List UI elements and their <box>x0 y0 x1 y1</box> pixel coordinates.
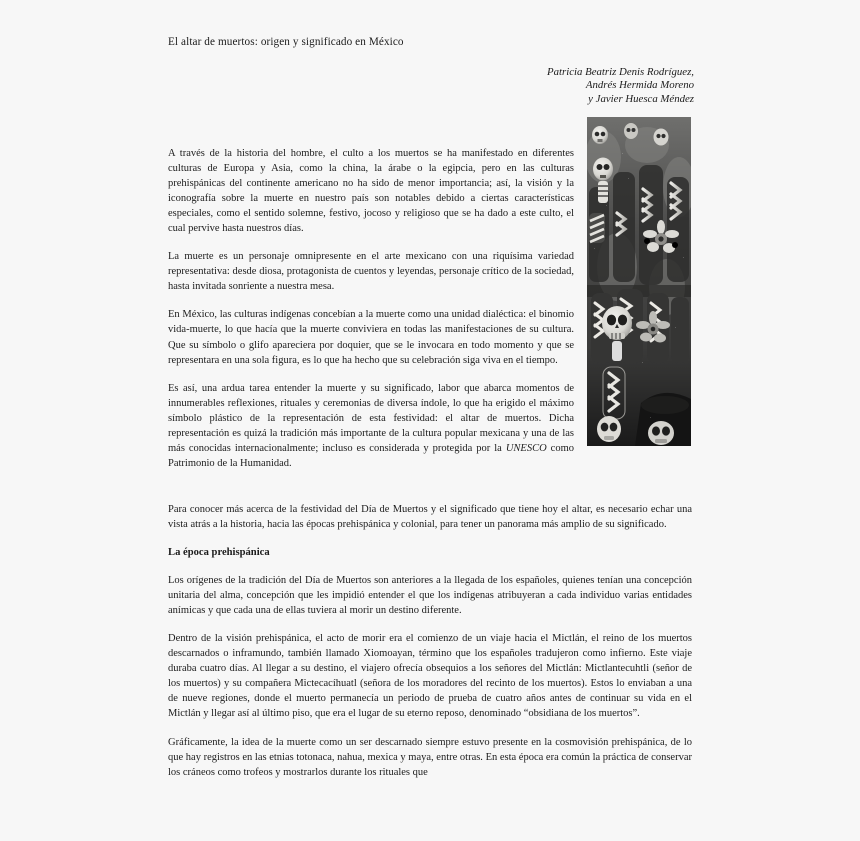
author-block <box>300 66 694 106</box>
author-line-3: y Javier Huesca Méndez <box>588 92 694 105</box>
body-column-lower <box>168 502 692 780</box>
paragraph-unesco <box>168 381 574 471</box>
author-line-1: Patricia Beatriz Denis Rodríguez, <box>547 66 694 78</box>
paragraph-intro: Para conocer más acerca de la festividad del Día de Muertos y el significado que tiene hoy el altar, es necesario echar una vista atrás a la historia, hacia las épocas prehispánica y colonial, para tener un panorama más amplio de su significado. <box>168 504 692 531</box>
paragraph-text-before: Es así, una ardua tarea entender la muerte y su significado, labor que abarca momentos de innumerables reflexiones, rituales y ceremonias de diversa índole, lo que ha erigido el máximo símbolo plástico de la representación de esta festividad: el altar de muertos. Dicha representación es quizá la tradición más importante de la cultura popular mexicana y una de las más conocidas internacionalmente; incluso es considerada y protegida por la <box>168 382 574 454</box>
paragraph: La muerte es un personaje omnipresente en el arte mexicano con una riquísima variedad representativa: desde diosa, protagonista de cuentos y leyendas, personaje crítico de la sociedad, hasta invitada sonriente a nuestra mesa. <box>168 251 574 293</box>
paragraph: Los orígenes de la tradición del Día de Muertos son anteriores a la llegada de los españoles, quienes tenían una concepción unitaria del alma, concepción que les impidió entender el que los indígenas atribuyeran a cada individuo varias entidades anímicas y que cada una de ellas tuviera al morir un destino diferente. <box>168 575 692 617</box>
author-line-2: Andrés Hermida Moreno <box>585 79 694 92</box>
paragraph: Gráficamente, la idea de la muerte como un ser descarnado siempre estuvo presente en la cosmovisión prehispánica, de lo que hay registros en las etnias totonaca, nahua, mexica y maya, entre otras. En esta época era común la práctica de conservar los cráneos como trofeos y mostrarlos durante los rituales que <box>168 736 692 778</box>
body-column-upper <box>168 146 574 471</box>
section-heading-la-epoca-prehispanica: La época prehispánica <box>168 547 270 559</box>
unesco-emphasis: UNESCO <box>505 442 547 454</box>
paragraph-text-after: como Patrimonio de la Humanidad. <box>168 442 575 469</box>
paragraph: En México, las culturas indígenas concebían a la muerte como una unidad dialéctica: el binomio vida-muerte, lo que hacía que la muerte conviviera en todas las manifestaciones de su cultura. Que su símbolo o glifo apareciera por doquier, que se le invocara en todo momento y que se representara en una sola figura, es lo que ha hecho que su celebración siga viva en el tiempo. <box>168 309 574 366</box>
skeleton-figurines-photo-icon <box>587 117 691 446</box>
paragraph: A través de la historia del hombre, el culto a los muertos se ha manifestado en diferentes culturas de Europa y Asia, como la china, la árabe o la egipcia, pero en las culturas prehispánicas del continente americano no ha sido de menor importancia; así, la visión y la iconografía sobre la muerte en nuestro país son notables debido a ciertas características especiales, como el sentido solemne, festivo, jocoso y religioso que se ha dado a este culto, el cual pervive hasta nuestros días. <box>168 148 574 235</box>
paragraph: Dentro de la visión prehispánica, el acto de morir era el comienzo de un viaje hacia el Mictlán, el reino de los muertos descarnados o inframundo, también llamado Xiomoayan, término que los españoles tradujeron como infierno. Este viaje duraba cuatro días. Al llegar a su destino, el viajero ofrecía obsequios a los señores del Mictlán: Mictlantecuhtli (señor de los muertos) y su compañera Mictecacíhuatl (señora de los moradores del recinto de los muertos). Estos lo enviaban a una de nueve regiones, donde el muerto permanecía un periodo de prueba de cuatro años antes de continuar su vida en el Mictlán y llegar así al último piso, que era el lugar de su eterno reposo, denominado “obsidiana de los muertos”. <box>168 633 692 720</box>
figure-dia-de-muertos-photo <box>587 117 691 446</box>
page-title: El altar de muertos: origen y significado en México <box>168 36 404 48</box>
